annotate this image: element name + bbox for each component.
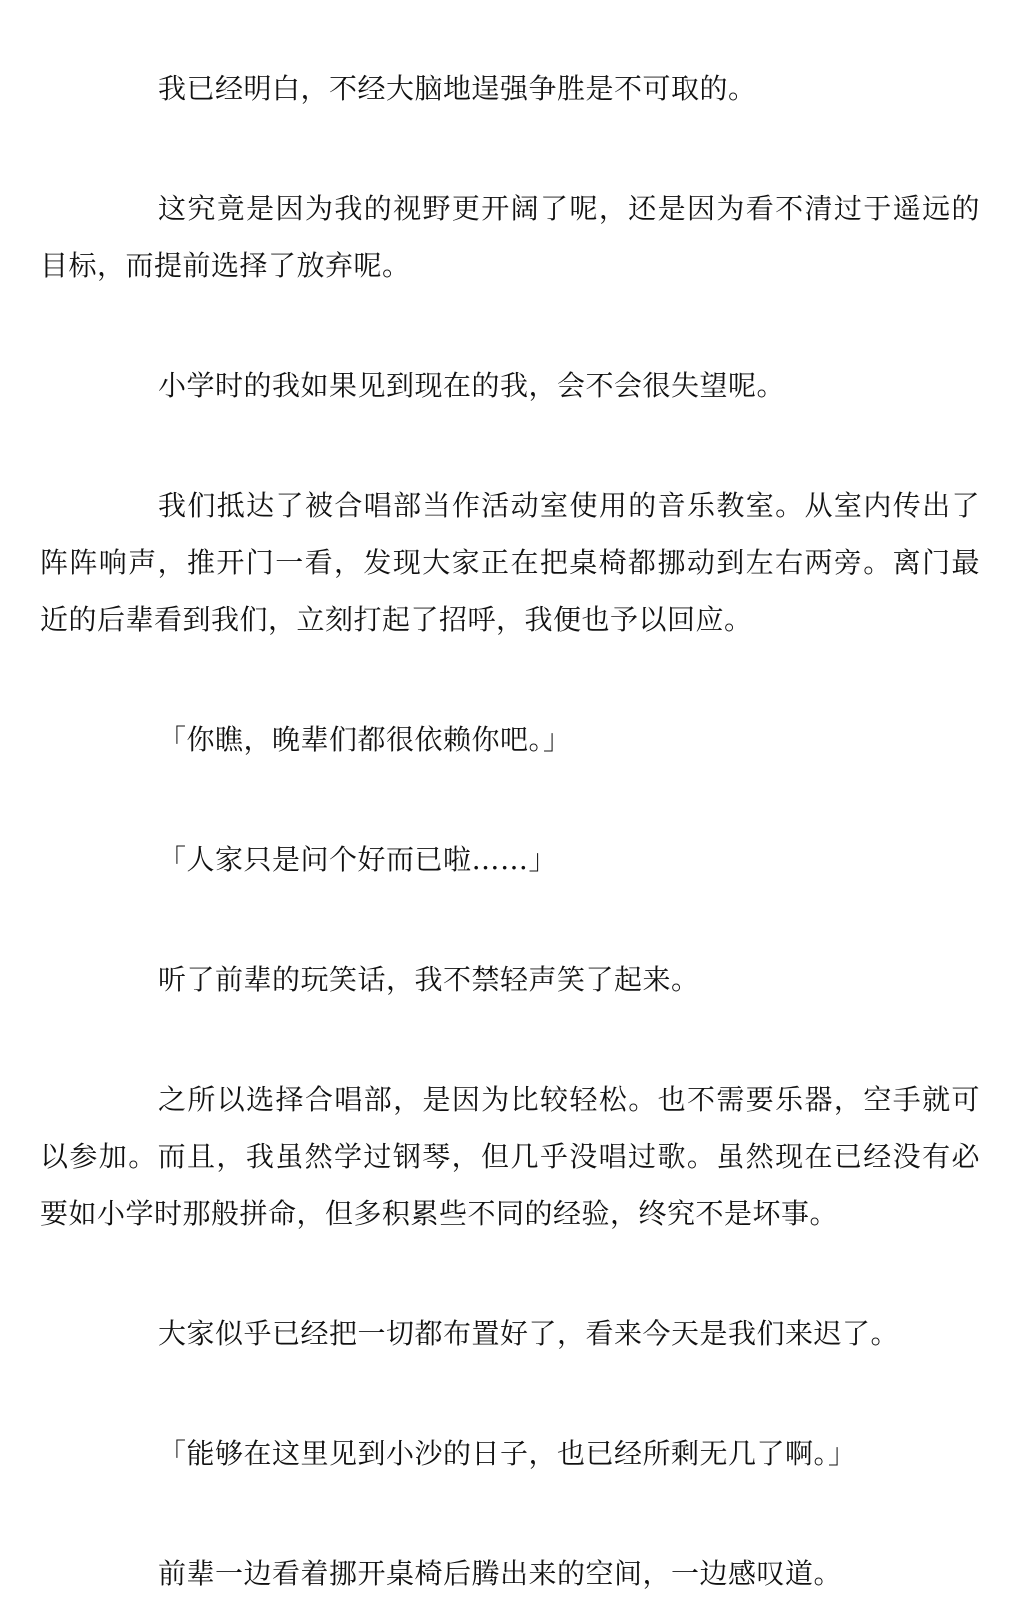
paragraph: 小学时的我如果见到现在的我，会不会很失望呢。	[158, 369, 786, 402]
paragraph: 这究竟是因为我的视野更开阔了呢，还是因为看不清过于遥远的目标，而提前选择了放弃呢。	[40, 192, 980, 282]
paragraph: 听了前辈的玩笑话，我不禁轻声笑了起来。	[158, 963, 700, 996]
dialogue-line: 「人家只是问个好而已啦……」	[158, 843, 558, 876]
paragraph: 大家似乎已经把一切都布置好了，看来今天是我们来迟了。	[158, 1317, 900, 1350]
paragraph: 前辈一边看着挪开桌椅后腾出来的空间，一边感叹道。	[158, 1557, 843, 1590]
dialogue-line: 「你瞧，晚辈们都很依赖你吧。」	[158, 723, 572, 756]
paragraph: 之所以选择合唱部，是因为比较轻松。也不需要乐器，空手就可以参加。而且，我虽然学过钢琴，但几乎没唱过歌。虽然现在已经没有必要如小学时那般拼命，但多积累些不同的经验，终究不是坏事。	[40, 1083, 980, 1230]
paragraph: 我已经明白，不经大脑地逞强争胜是不可取的。	[158, 72, 757, 105]
dialogue-line: 「能够在这里见到小沙的日子，也已经所剩无几了啊。」	[158, 1437, 857, 1470]
paragraph: 我们抵达了被合唱部当作活动室使用的音乐教室。从室内传出了阵阵响声，推开门一看，发现大家正在把桌椅都挪动到左右两旁。离门最近的后辈看到我们，立刻打起了招呼，我便也予以回应。	[40, 489, 980, 636]
